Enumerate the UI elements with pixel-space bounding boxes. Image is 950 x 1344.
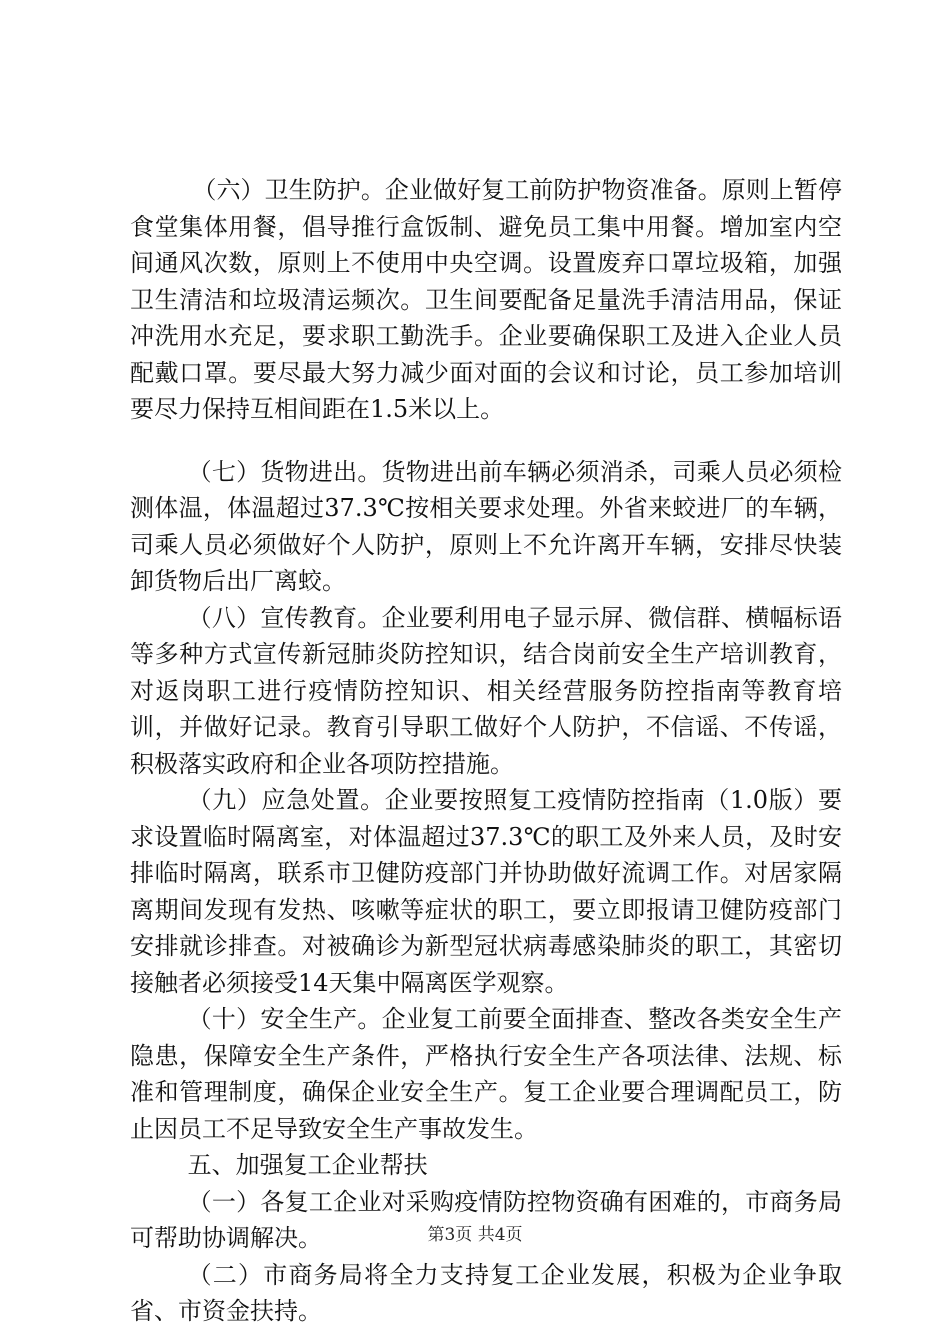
document-body bbox=[130, 172, 842, 1330]
section-heading-support: 五、加强复工企业帮扶 bbox=[187, 1151, 428, 1179]
paragraph-publicity-education: （八）宣传教育。企业要利用电子显示屏、微信群、横幅标语等多种方式宣传新冠肺炎防控知识，结合岗前安全生产培训教育，对返岗职工进行疫情防控知识、相关经营服务防控指南等教育培训，并做好记录。教育引导职工做好个人防护，不信谣、不传谣，积极落实政府和企业各项防控措施。 bbox=[130, 603, 842, 778]
paragraph-gap bbox=[130, 428, 842, 454]
paragraph-support-one: （一）各复工企业对采购疫情防控物资确有困难的，市商务局可帮助协调解决。 bbox=[130, 1187, 842, 1252]
paragraph-safety-production: （十）安全生产。企业复工前要全面排查、整改各类安全生产隐患，保障安全生产条件，严格执行安全生产各项法律、法规、标准和管理制度，确保企业安全生产。复工企业要合理调配员工，防止因员工不足导致安全生产事故发生。 bbox=[130, 1005, 842, 1143]
paragraph-support-two: （二）市商务局将全力支持复工企业发展，积极为企业争取省、市资金扶持。 bbox=[130, 1260, 842, 1325]
paragraph-emergency-response: （九）应急处置。企业要按照复工疫情防控指南（1.0版）要求设置临时隔离室，对体温超过37.3℃的职工及外来人员，及时安排临时隔离，联系市卫健防疫部门并协助做好流调工作。对居家隔离期间发现有发热、咳嗽等症状的职工，要立即报请卫健防疫部门安排就诊排查。对被确诊为新型冠状病毒感染肺炎的职工，其密切接触者必须接受14天集中隔离医学观察。 bbox=[130, 786, 842, 997]
page-footer: 第3页 共4页 bbox=[427, 1225, 523, 1245]
paragraph-goods-transport: （七）货物进出。货物进出前车辆必须消杀，司乘人员必须检测体温，体温超过37.3℃按相关要求处理。外省来蛟进厂的车辆，司乘人员必须做好个人防护，原则上不允许离开车辆，安排尽快装卸货物后出厂离蛟。 bbox=[130, 457, 842, 595]
paragraph-hygiene-protection: （六）卫生防护。企业做好复工前防护物资准备。原则上暂停食堂集体用餐，倡导推行盒饭制、避免员工集中用餐。增加室内空间通风次数，原则上不使用中央空调。设置废弃口罩垃圾箱，加强卫生清洁和垃圾清运频次。卫生间要配备足量洗手清洁用品，保证冲洗用水充足，要求职工勤洗手。企业要确保职工及进入企业人员配戴口罩。要尽最大努力减少面对面的会议和讨论，员工参加培训要尽力保持互相间距在1.5米以上。 bbox=[130, 176, 842, 423]
